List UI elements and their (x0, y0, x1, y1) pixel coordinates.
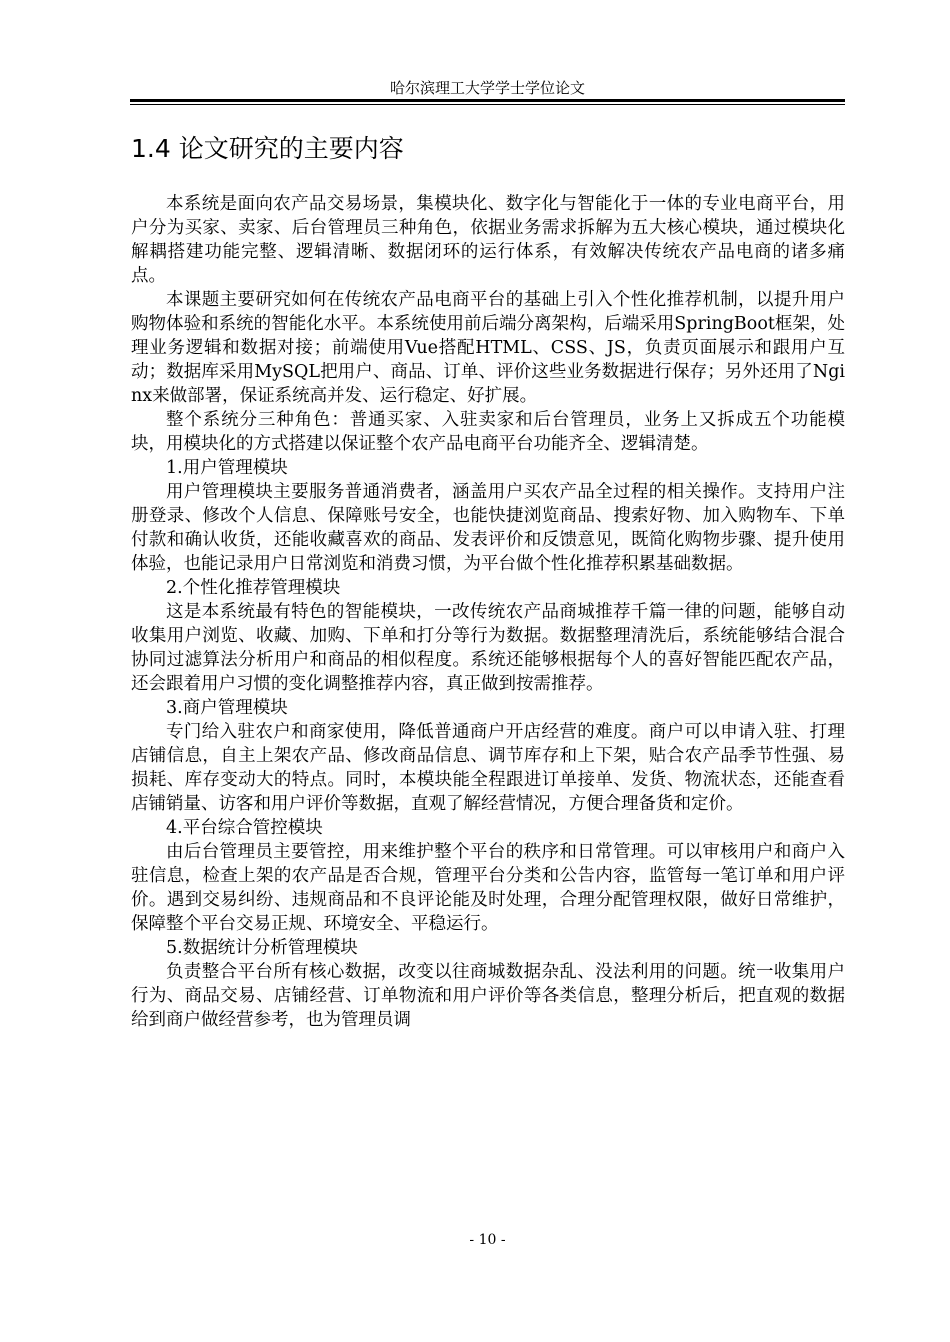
paragraph-merchant-management: 专门给入驻农户和商家使用，降低普通商户开店经营的难度。商户可以申请入驻、打理店铺信息，自主上架农产品、修改商品信息、调节库存和上下架，贴合农产品季节性强、易损耗、库存变动大的特点。同时，本模块能全程跟进订单接单、发货、物流状态，还能查看店铺销量、访客和用户评价等数据，直观了解经营情况，方便合理备货和定价。 (131, 722, 845, 814)
header-rule-thick (130, 99, 845, 102)
body-text (131, 192, 845, 1032)
section-title: 1.4 论文研究的主要内容 (131, 134, 404, 163)
paragraph-data-statistics: 负责整合平台所有核心数据，改变以往商城数据杂乱、没法利用的问题。统一收集用户行为、商品交易、店铺经营、订单物流和用户评价等各类信息，整理分析后，把直观的数据给到商户做经营参考，也为管理员调 (131, 962, 845, 1030)
module-heading-data-statistics: 5.数据统计分析管理模块 (166, 938, 358, 958)
paragraph-system-overview: 本系统是面向农产品交易场景，集模块化、数字化与智能化于一体的专业电商平台，用户分为买家、卖家、后台管理员三种角色，依据业务需求拆解为五大核心模块，通过模块化解耦搭建功能完整、逻辑清晰、数据闭环的运行体系，有效解决传统农产品电商的诸多痛点。 (131, 194, 845, 286)
paragraph-research-topic: 本课题主要研究如何在传统农产品电商平台的基础上引入个性化推荐机制，以提升用户购物体验和系统的智能化水平。本系统使用前后端分离架构，后端采用SpringBoot框架，处理业务逻辑和数据对接；前端使用Vue搭配HTML、CSS、JS，负责页面展示和跟用户互动；数据库采用MySQL把用户、商品、订单、评价这些业务数据进行保存；另外还用了Nginx来做部署，保证系统高并发、运行稳定、好扩展。 (131, 290, 845, 406)
paragraph-recommendation: 这是本系统最有特色的智能模块，一改传统农产品商城推荐千篇一律的问题，能够自动收集用户浏览、收藏、加购、下单和打分等行为数据。数据整理清洗后，系统能够结合混合协同过滤算法分析用户和商品的相似程度。系统还能够根据每个人的喜好智能匹配农产品，还会跟着用户习惯的变化调整推荐内容，真正做到按需推荐。 (131, 602, 845, 694)
module-heading-merchant-management: 3.商户管理模块 (166, 698, 288, 718)
module-heading-recommendation: 2.个性化推荐管理模块 (166, 578, 341, 598)
paragraph-user-management: 用户管理模块主要服务普通消费者，涵盖用户买农产品全过程的相关操作。支持用户注册登录、修改个人信息、保障账号安全，也能快捷浏览商品、搜索好物、加入购物车、下单付款和确认收货，还能收藏喜欢的商品、发表评价和反馈意见，既简化购物步骤、提升使用体验，也能记录用户日常浏览和消费习惯，为平台做个性化推荐积累基础数据。 (131, 482, 845, 574)
page-number: - 10 - (469, 1232, 506, 1248)
module-heading-platform-control: 4.平台综合管控模块 (166, 818, 323, 838)
paragraph-roles-and-modules: 整个系统分三种角色：普通买家、入驻卖家和后台管理员，业务上又拆成五个功能模块，用模块化的方式搭建以保证整个农产品电商平台功能齐全、逻辑清楚。 (131, 410, 845, 454)
running-header: 哈尔滨理工大学学士学位论文 (389, 79, 585, 97)
module-heading-user-management: 1.用户管理模块 (166, 458, 288, 478)
header-rule-thin (130, 104, 845, 105)
paragraph-platform-control: 由后台管理员主要管控，用来维护整个平台的秩序和日常管理。可以审核用户和商户入驻信息，检查上架的农产品是否合规，管理平台分类和公告内容，监管每一笔订单和用户评价。遇到交易纠纷、违规商品和不良评论能及时处理，合理分配管理权限，做好日常维护，保障整个平台交易正规、环境安全、平稳运行。 (131, 842, 845, 934)
